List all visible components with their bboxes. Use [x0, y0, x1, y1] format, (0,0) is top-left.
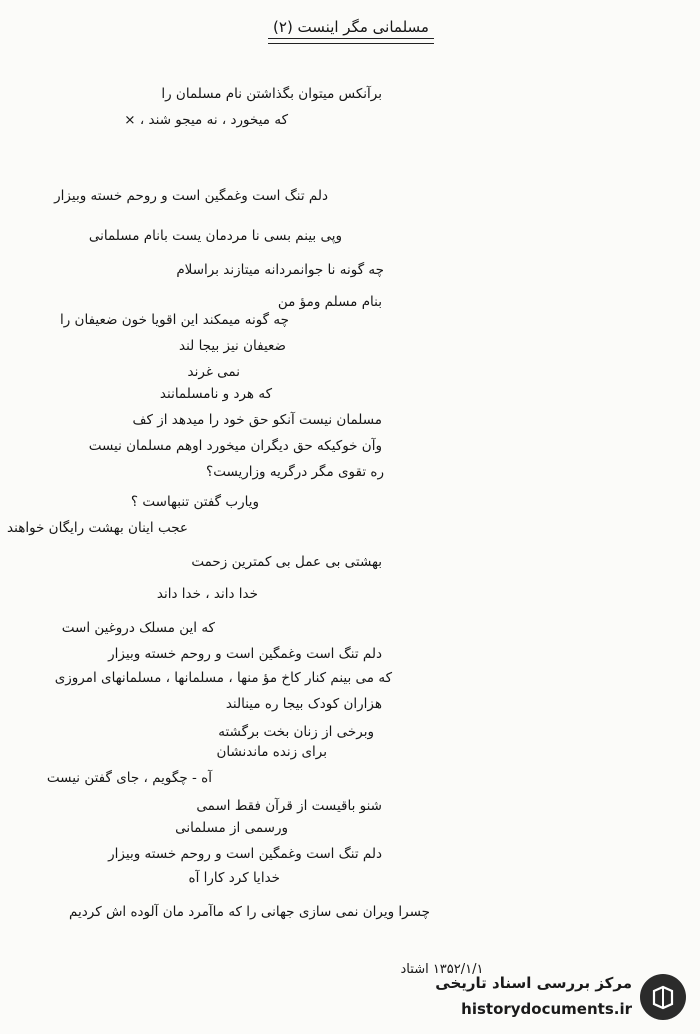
poem-line: که این مسلک دروغین است — [61, 620, 215, 636]
poem-line: وپی بینم بسی نا مردمان یست بانام مسلمانی — [88, 228, 342, 244]
watermark — [435, 970, 686, 1024]
poem-line: خدا داند ، خدا داند — [156, 586, 258, 602]
archive-logo-icon — [640, 974, 686, 1020]
poem-line: که میخورد ، نه میجو شند ، × — [124, 112, 288, 128]
poem-line: چسرا ویران نمی سازی جهانی را که ماآمرد مان آلوده اش کردیم — [69, 904, 430, 920]
poem-line: عجب اینان بهشت رایگان خواهند — [7, 520, 188, 536]
title-underline-double — [268, 43, 434, 44]
poem-line: برای زنده ماندنشان — [216, 744, 327, 760]
poem-line: دلم تنگ است وغمگین است و روحم خسته وبیزار — [54, 188, 328, 204]
poem-line: مسلمان نیست آنکو حق خود را میدهد از کف — [132, 412, 382, 428]
page-title: مسلمانی مگر اینست (۲) — [273, 18, 429, 36]
poem-line: ضعیفان نیز بیجا لند — [179, 338, 286, 354]
poem-line: دلم تنگ است وغمگین است و روحم خسته وبیزار — [108, 846, 382, 862]
poem-line: که می بینم کنار کاخ مؤ منها ، مسلمانها ، مسلمانهای امروزی — [54, 670, 392, 686]
poem-line: که هرد و نامسلمانند — [159, 386, 272, 402]
poem-line: نمی غرند — [187, 364, 240, 380]
poem-line: هزاران کودک بیجا ره مینالند — [225, 696, 382, 712]
title-underline — [268, 38, 434, 39]
poem-line: بهشتی بی عمل بی کمترین زحمت — [191, 554, 382, 570]
footer-date: ۱۳۵۲/۱/۱ اشتاد — [400, 962, 484, 977]
poem-line: وآن خوکیکه حق دیگران میخورد اوهم مسلمان نیست — [88, 438, 382, 454]
poem-line: ره تقوی مگر درگریه وزاریست؟ — [206, 464, 384, 480]
poem-line: وبرخی از زنان بخت برگشته — [218, 724, 374, 740]
poem-line: برآنکس میتوان بگذاشتن نام مسلمان را — [161, 86, 382, 102]
poem-line: ویارب گفتن تنبهاست ؟ — [130, 494, 259, 510]
watermark-name: مرکز بررسی اسناد تاریخی — [435, 974, 632, 992]
poem-line: بنام مسلم ومؤ من — [277, 294, 382, 310]
watermark-url: historydocuments.ir — [461, 1000, 632, 1018]
poem-line: ورسمی از مسلمانی — [175, 820, 288, 836]
poem-line: شنو باقیست از قرآن فقط اسمی — [196, 798, 382, 814]
poem-line: آه - چگویم ، جای گفتن نیست — [46, 770, 212, 786]
poem-line: دلم تنگ است وغمگین است و روحم خسته وبیزار — [108, 646, 382, 662]
poem-line: چه گونه میمکند این اقویا خون ضعیفان را — [60, 312, 289, 328]
poem-line: خدایا کرد کارا آه — [188, 870, 280, 886]
poem-line: چه گونه نا جوانمردانه میتازند براسلام — [176, 262, 384, 278]
